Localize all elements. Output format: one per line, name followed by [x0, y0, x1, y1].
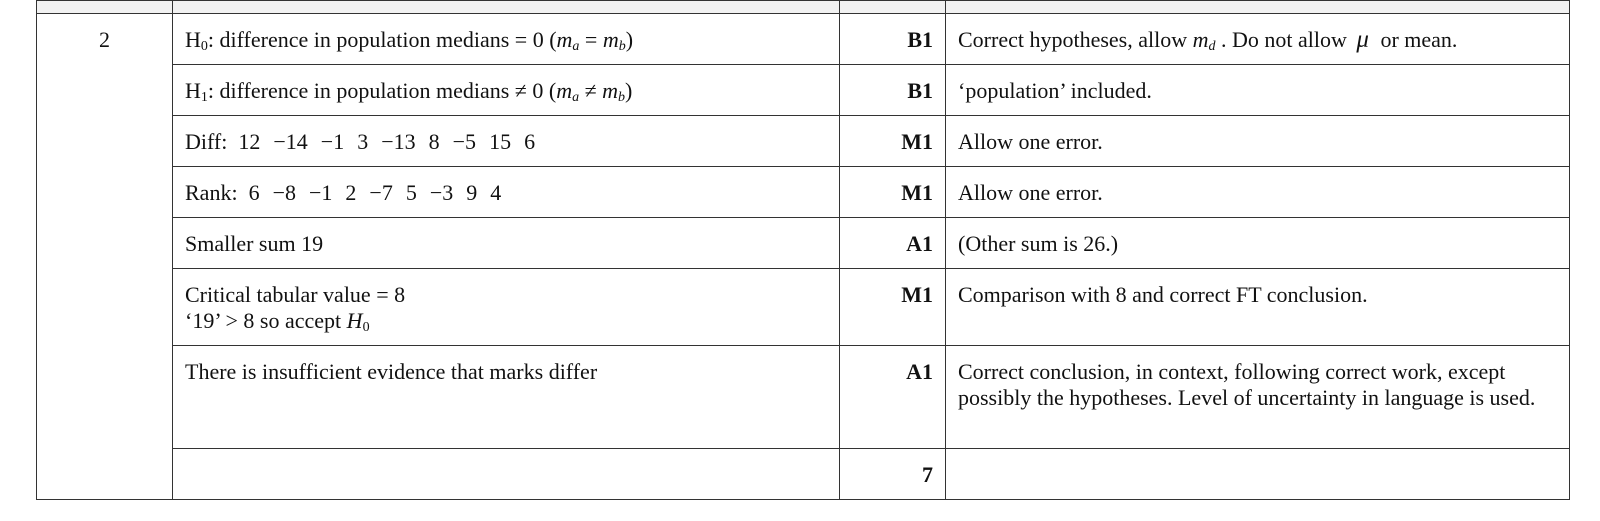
median-a-symbol: m: [556, 78, 573, 103]
difference-value: −5: [452, 129, 477, 154]
close-paren: ): [625, 78, 633, 103]
hypothesis-symbol: H: [185, 27, 201, 52]
header-cell-marks: [840, 1, 946, 14]
table-row: [37, 116, 1570, 167]
total-answer-cell: [173, 449, 840, 500]
median-b-subscript: b: [618, 90, 626, 105]
rank-value: −8: [272, 180, 296, 205]
table-header-row: [37, 1, 1570, 14]
answer-differences: [173, 116, 840, 167]
relation-symbol: ≠: [579, 78, 603, 103]
header-cell-question: [37, 1, 173, 14]
rank-value: 6: [248, 180, 260, 205]
hypothesis-text: : difference in population medians = 0 (: [207, 27, 557, 52]
answer-critical-value: [173, 269, 840, 346]
hypothesis-symbol: H: [185, 78, 201, 103]
table-row: [37, 269, 1570, 346]
table-row: [37, 167, 1570, 218]
rank-value: 4: [490, 180, 502, 205]
difference-value: −1: [320, 129, 345, 154]
answer-null-hypothesis: [173, 14, 840, 65]
mark-code: M1: [840, 269, 946, 346]
guidance-text: Correct conclusion, in context, following correct work, except possibly the hypotheses. Level of uncertainty in language is used.: [946, 346, 1570, 449]
answer-ranks: [173, 167, 840, 218]
mark-code: M1: [840, 116, 946, 167]
guidance-text: ‘population’ included.: [946, 65, 1570, 116]
total-guidance-cell: [946, 449, 1570, 500]
table-row: [37, 346, 1570, 449]
median-a-subscript: a: [572, 90, 580, 105]
critical-value-line: Critical tabular value = 8: [185, 282, 406, 307]
table-row: [37, 218, 1570, 269]
median-b-subscript: b: [618, 39, 626, 54]
mark-scheme-table: [36, 0, 1570, 500]
rank-value: 5: [405, 180, 417, 205]
comparison-text: ‘19’ > 8 so accept: [185, 308, 347, 333]
median-d-subscript: d: [1208, 39, 1216, 54]
ranks-label: Rank:: [185, 180, 238, 205]
difference-value: 12: [238, 129, 261, 154]
mu-symbol: μ: [1356, 26, 1369, 53]
median-a-subscript: a: [572, 39, 580, 54]
hypothesis-symbol: H: [346, 308, 363, 333]
mark-code: M1: [840, 167, 946, 218]
mark-code: B1: [840, 65, 946, 116]
table-row: [37, 14, 1570, 65]
relation-symbol: =: [579, 27, 603, 52]
answer-smaller-sum: Smaller sum 19: [173, 218, 840, 269]
rank-value: −1: [308, 180, 333, 205]
difference-value: 3: [357, 129, 369, 154]
guidance-text: Comparison with 8 and correct FT conclusion.: [946, 269, 1570, 346]
median-b-symbol: m: [602, 27, 619, 52]
hypothesis-subscript: 1: [200, 90, 208, 105]
differences-label: Diff:: [185, 129, 228, 154]
hypothesis-text: : difference in population medians ≠ 0 (: [207, 78, 557, 103]
rank-value: −3: [429, 180, 454, 205]
difference-value: 8: [428, 129, 440, 154]
mark-code: A1: [840, 346, 946, 449]
median-a-symbol: m: [556, 27, 573, 52]
guidance-text: (Other sum is 26.): [946, 218, 1570, 269]
hypothesis-subscript: 0: [200, 39, 208, 54]
guidance-hypotheses: [946, 14, 1570, 65]
median-d-symbol: m: [1192, 27, 1209, 52]
guidance-text: . Do not allow: [1215, 27, 1353, 52]
table-row: [37, 65, 1570, 116]
median-b-symbol: m: [602, 78, 619, 103]
total-mark: 7: [840, 449, 946, 500]
guidance-text: Allow one error.: [946, 116, 1570, 167]
mark-code: A1: [840, 218, 946, 269]
header-cell-guidance: [946, 1, 1570, 14]
rank-value: 2: [345, 180, 357, 205]
rank-value: 9: [466, 180, 478, 205]
difference-value: 15: [489, 129, 512, 154]
mark-code: B1: [840, 14, 946, 65]
difference-value: 6: [524, 129, 536, 154]
difference-value: −14: [273, 129, 308, 154]
answer-conclusion: There is insufficient evidence that marks differ: [173, 346, 840, 449]
close-paren: ): [625, 27, 634, 52]
rank-value: −7: [369, 180, 393, 205]
hypothesis-subscript: 0: [362, 320, 370, 335]
total-row: [37, 449, 1570, 500]
differences-values: [238, 129, 535, 154]
guidance-text: Allow one error.: [946, 167, 1570, 218]
guidance-text: or mean.: [1374, 27, 1458, 52]
ranks-values: [249, 180, 502, 205]
guidance-text: Correct hypotheses, allow: [958, 27, 1193, 52]
header-cell-answer: [173, 1, 840, 14]
answer-alternative-hypothesis: [173, 65, 840, 116]
difference-value: −13: [381, 129, 416, 154]
question-number: 2: [37, 14, 173, 500]
